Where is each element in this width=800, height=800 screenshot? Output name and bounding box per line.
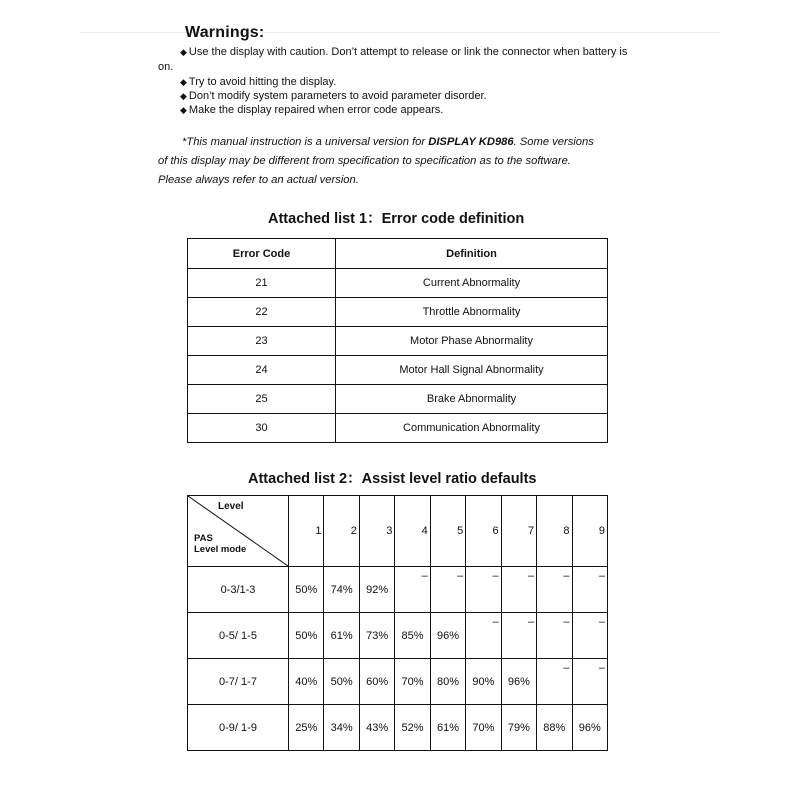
- ratio-cell: 61%: [430, 705, 465, 751]
- dash-mark: –: [527, 570, 535, 582]
- dash-mark: –: [421, 570, 428, 582]
- assist-level-table: [187, 495, 608, 751]
- table-row: [188, 567, 608, 613]
- level-header: 9: [572, 496, 608, 567]
- level-mode-cell: 0-9/ 1-9: [188, 705, 289, 751]
- error-code-cell: 24: [188, 356, 336, 385]
- ratio-cell: 80%: [430, 659, 465, 705]
- definition-cell: Communication Abnormality: [336, 414, 608, 443]
- empty-ratio-cell: [501, 567, 536, 613]
- ratio-cell: 61%: [324, 613, 359, 659]
- dash-mark: –: [563, 662, 570, 674]
- ratio-cell: 43%: [359, 705, 394, 751]
- empty-ratio-cell: [572, 567, 608, 613]
- definition-cell: Motor Hall Signal Abnormality: [336, 356, 608, 385]
- definition-cell: Throttle Abnormality: [336, 298, 608, 327]
- empty-ratio-cell: [572, 659, 608, 705]
- table-corner-cell: [188, 496, 289, 567]
- diamond-bullet-icon: ◆: [180, 91, 187, 101]
- empty-ratio-cell: [430, 567, 465, 613]
- dash-mark: –: [598, 616, 605, 628]
- level-mode-cell: 0-3/1-3: [188, 567, 289, 613]
- list2-title: Attached list 2：Assist level ratio defaults: [248, 471, 537, 487]
- ratio-cell: 73%: [359, 613, 394, 659]
- dash-mark: –: [563, 570, 570, 582]
- error-code-header: Error Code: [188, 239, 336, 269]
- table-row: [188, 414, 608, 443]
- ratio-cell: 92%: [359, 567, 394, 613]
- ratio-cell: 70%: [395, 659, 430, 705]
- error-code-cell: 21: [188, 269, 336, 298]
- level-header: 1: [289, 496, 324, 567]
- error-code-cell: 30: [188, 414, 336, 443]
- ratio-cell: 96%: [430, 613, 465, 659]
- empty-ratio-cell: [537, 613, 572, 659]
- level-axis-label: Level: [218, 501, 244, 512]
- ratio-cell: 50%: [289, 613, 324, 659]
- empty-ratio-cell: [537, 567, 572, 613]
- warning-item: ◆ Use the display with caution. Don’t attempt to release or link the connector when battery is: [180, 46, 628, 58]
- ratio-cell: 34%: [324, 705, 359, 751]
- diamond-bullet-icon: ◆: [180, 77, 187, 87]
- warning-item: ◆ Make the display repaired when error code appears.: [180, 104, 444, 116]
- warnings-title: Warnings:: [185, 24, 265, 41]
- warning-item: ◆ Don’t modify system parameters to avoid parameter disorder.: [180, 90, 487, 102]
- table-row: [188, 385, 608, 414]
- level-header: 5: [430, 496, 465, 567]
- level-header: 8: [537, 496, 572, 567]
- diamond-bullet-icon: ◆: [180, 47, 187, 57]
- ratio-cell: 88%: [537, 705, 572, 751]
- table-row: [188, 298, 608, 327]
- error-code-cell: 22: [188, 298, 336, 327]
- note-line-1: *This manual instruction is a universal version for DISPLAY KD986. Some versions: [182, 136, 594, 148]
- definition-cell: Brake Abnormality: [336, 385, 608, 414]
- dash-mark: –: [598, 570, 605, 582]
- empty-ratio-cell: [501, 613, 536, 659]
- ratio-cell: 85%: [395, 613, 430, 659]
- dash-mark: –: [598, 662, 605, 674]
- warning-continuation: on.: [158, 61, 174, 73]
- empty-ratio-cell: [466, 567, 501, 613]
- empty-ratio-cell: [537, 659, 572, 705]
- error-code-cell: 23: [188, 327, 336, 356]
- note-line-3: Please always refer to an actual version.: [158, 174, 359, 186]
- definition-cell: Motor Phase Abnormality: [336, 327, 608, 356]
- dash-mark: –: [563, 616, 570, 628]
- dash-mark: –: [492, 616, 499, 628]
- level-header: 3: [359, 496, 394, 567]
- diamond-bullet-icon: ◆: [180, 105, 187, 115]
- level-header: 6: [466, 496, 501, 567]
- table-row: [188, 356, 608, 385]
- ratio-cell: 74%: [324, 567, 359, 613]
- ratio-cell: 96%: [572, 705, 608, 751]
- level-header: 4: [395, 496, 430, 567]
- table-row: [188, 613, 608, 659]
- dash-mark: –: [492, 570, 499, 582]
- ratio-cell: 70%: [466, 705, 501, 751]
- list1-title: Attached list 1：Error code definition: [268, 211, 525, 227]
- note-line-2: of this display may be different from specification to specification as to the software.: [158, 155, 571, 167]
- ratio-cell: 60%: [359, 659, 394, 705]
- ratio-cell: 50%: [289, 567, 324, 613]
- level-mode-cell: 0-5/ 1-5: [188, 613, 289, 659]
- ratio-cell: 50%: [324, 659, 359, 705]
- empty-ratio-cell: [466, 613, 501, 659]
- top-divider: [80, 32, 720, 33]
- ratio-cell: 52%: [395, 705, 430, 751]
- ratio-cell: 25%: [289, 705, 324, 751]
- empty-ratio-cell: [395, 567, 430, 613]
- definition-header: Definition: [336, 239, 608, 269]
- product-name: DISPLAY KD986: [428, 136, 514, 148]
- table-row: [188, 269, 608, 298]
- table-row: [188, 327, 608, 356]
- ratio-cell: 96%: [501, 659, 536, 705]
- warning-item: ◆ Try to avoid hitting the display.: [180, 76, 337, 88]
- level-header: 2: [324, 496, 359, 567]
- empty-ratio-cell: [572, 613, 608, 659]
- level-mode-cell: 0-7/ 1-7: [188, 659, 289, 705]
- pas-mode-axis-label: PAS Level mode: [194, 533, 247, 555]
- ratio-cell: 90%: [466, 659, 501, 705]
- table-row: [188, 659, 608, 705]
- ratio-cell: 79%: [501, 705, 536, 751]
- error-code-cell: 25: [188, 385, 336, 414]
- dash-mark: –: [457, 570, 464, 582]
- ratio-cell: 40%: [289, 659, 324, 705]
- dash-mark: –: [527, 616, 535, 628]
- level-header: 7: [501, 496, 536, 567]
- definition-cell: Current Abnormality: [336, 269, 608, 298]
- error-code-table: [187, 238, 608, 443]
- table-row: [188, 705, 608, 751]
